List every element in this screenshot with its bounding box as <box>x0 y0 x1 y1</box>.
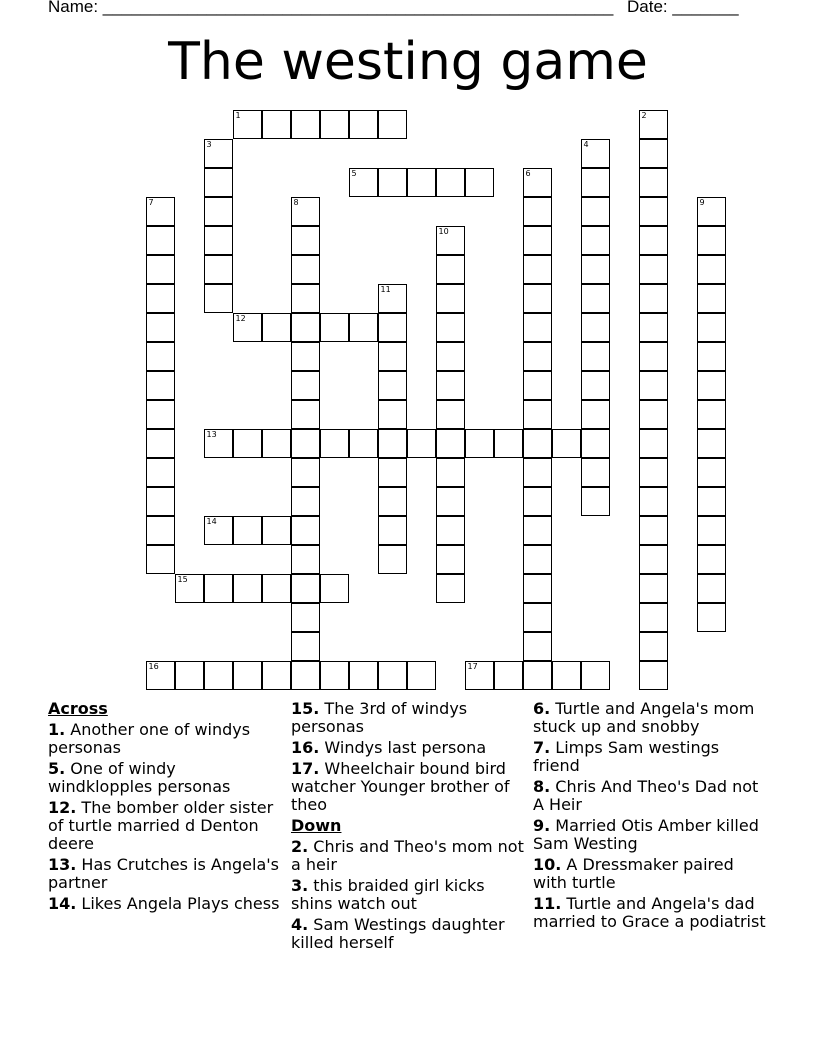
clue-number: 12 <box>235 313 246 323</box>
grid-cell[interactable] <box>697 255 726 284</box>
clue <box>533 739 769 775</box>
grid-cell[interactable] <box>523 313 552 342</box>
grid-cell[interactable] <box>204 139 233 168</box>
grid-cell[interactable] <box>697 284 726 313</box>
grid-cell[interactable] <box>639 226 668 255</box>
grid-cell[interactable] <box>146 429 175 458</box>
grid-cell[interactable] <box>349 313 378 342</box>
grid-cell[interactable] <box>291 545 320 574</box>
grid-cell[interactable] <box>639 632 668 661</box>
clue-number: 8 <box>293 197 299 207</box>
clue-text: Chris And Theo's Dad not A Heir <box>533 777 759 814</box>
clue-number: 9 <box>699 197 705 207</box>
grid-cell[interactable] <box>639 545 668 574</box>
grid-cell[interactable] <box>291 226 320 255</box>
grid-cell[interactable] <box>523 661 552 690</box>
grid-cell[interactable] <box>262 313 291 342</box>
clue-number-label: 3. <box>291 876 309 895</box>
clue <box>291 700 527 736</box>
grid-cell[interactable] <box>146 545 175 574</box>
grid-cell[interactable] <box>639 429 668 458</box>
grid-cell[interactable] <box>204 168 233 197</box>
clues-column-1 <box>48 700 284 916</box>
grid-cell[interactable] <box>378 545 407 574</box>
clue-number-label: 6. <box>533 699 551 718</box>
grid-cell[interactable] <box>436 371 465 400</box>
grid-cell[interactable] <box>378 661 407 690</box>
grid-cell[interactable] <box>349 110 378 139</box>
clue <box>291 838 527 874</box>
grid-cell[interactable] <box>581 313 610 342</box>
grid-cell[interactable] <box>523 284 552 313</box>
grid-cell[interactable] <box>581 168 610 197</box>
grid-cell[interactable] <box>233 110 262 139</box>
grid-cell[interactable] <box>291 255 320 284</box>
grid-cell[interactable] <box>697 458 726 487</box>
grid-cell[interactable] <box>523 545 552 574</box>
grid-cell[interactable] <box>291 342 320 371</box>
grid-cell[interactable] <box>146 661 175 690</box>
grid-cell[interactable] <box>494 429 523 458</box>
clue-number: 7 <box>148 197 154 207</box>
clue <box>291 916 527 952</box>
grid-cell[interactable] <box>581 226 610 255</box>
grid-cell[interactable] <box>523 632 552 661</box>
grid-cell[interactable] <box>436 342 465 371</box>
grid-cell[interactable] <box>146 255 175 284</box>
clue-text: Married Otis Amber killed Sam Westing <box>533 816 759 853</box>
grid-cell[interactable] <box>291 458 320 487</box>
grid-cell[interactable] <box>291 313 320 342</box>
grid-cell[interactable] <box>378 371 407 400</box>
grid-cell[interactable] <box>552 429 581 458</box>
clue-number-label: 14. <box>48 894 77 913</box>
clue-number: 10 <box>438 226 449 236</box>
clue-text: Turtle and Angela's mom stuck up and snobby <box>533 699 755 736</box>
clue-number: 6 <box>525 168 531 178</box>
clue-number-label: 8. <box>533 777 551 796</box>
grid-cell[interactable] <box>639 661 668 690</box>
grid-cell[interactable] <box>378 400 407 429</box>
grid-cell[interactable] <box>697 371 726 400</box>
grid-cell[interactable] <box>262 429 291 458</box>
grid-cell[interactable] <box>291 661 320 690</box>
grid-cell[interactable] <box>378 458 407 487</box>
grid-cell[interactable] <box>233 516 262 545</box>
grid-cell[interactable] <box>697 603 726 632</box>
grid-cell[interactable] <box>204 284 233 313</box>
clue-text: One of windy windklopples personas <box>48 759 231 796</box>
grid-cell[interactable] <box>146 458 175 487</box>
name-field-label: Name: ______________________________________________________ <box>48 0 614 16</box>
clue-text: Chris and Theo's mom not a heir <box>291 837 524 874</box>
grid-cell[interactable] <box>262 574 291 603</box>
grid-cell[interactable] <box>146 226 175 255</box>
grid-cell[interactable] <box>146 284 175 313</box>
clue-number: 16 <box>148 661 159 671</box>
grid-cell[interactable] <box>581 139 610 168</box>
clue-number: 3 <box>206 139 212 149</box>
grid-cell[interactable] <box>639 371 668 400</box>
clue <box>48 856 284 892</box>
clue-text: Has Crutches is Angela's partner <box>48 855 279 892</box>
grid-cell[interactable] <box>697 342 726 371</box>
date-field-label: Date: _______ <box>627 0 739 16</box>
grid-cell[interactable] <box>146 197 175 226</box>
grid-cell[interactable] <box>262 516 291 545</box>
grid-cell[interactable] <box>175 661 204 690</box>
clue-text: Windys last persona <box>319 738 487 757</box>
clues-column-3 <box>533 700 769 934</box>
grid-cell[interactable] <box>291 284 320 313</box>
grid-cell[interactable] <box>465 661 494 690</box>
grid-cell[interactable] <box>436 400 465 429</box>
clue-number-label: 9. <box>533 816 551 835</box>
grid-cell[interactable] <box>581 197 610 226</box>
clue-number-label: 7. <box>533 738 551 757</box>
grid-cell[interactable] <box>523 400 552 429</box>
clue-number-label: 17. <box>291 759 320 778</box>
grid-cell[interactable] <box>697 487 726 516</box>
grid-cell[interactable] <box>291 516 320 545</box>
clue-text: Wheelchair bound bird watcher Younger brother of theo <box>291 759 510 814</box>
clue-text: Sam Westings daughter killed herself <box>291 915 505 952</box>
clue <box>533 856 769 892</box>
grid-cell[interactable] <box>523 458 552 487</box>
grid-cell[interactable] <box>291 110 320 139</box>
grid-cell[interactable] <box>639 284 668 313</box>
grid-cell[interactable] <box>233 313 262 342</box>
grid-cell[interactable] <box>639 313 668 342</box>
grid-cell[interactable] <box>639 487 668 516</box>
grid-cell[interactable] <box>291 487 320 516</box>
clue <box>48 721 284 757</box>
grid-cell[interactable] <box>320 313 349 342</box>
clue-text: this braided girl kicks shins watch out <box>291 876 485 913</box>
grid-cell[interactable] <box>523 487 552 516</box>
grid-cell[interactable] <box>523 603 552 632</box>
grid-cell[interactable] <box>639 400 668 429</box>
clue <box>291 877 527 913</box>
clue-number: 4 <box>583 139 589 149</box>
grid-cell[interactable] <box>291 371 320 400</box>
grid-cell[interactable] <box>407 429 436 458</box>
grid-cell[interactable] <box>436 313 465 342</box>
grid-cell[interactable] <box>494 661 523 690</box>
grid-cell[interactable] <box>233 574 262 603</box>
clue-number: 5 <box>351 168 357 178</box>
grid-cell[interactable] <box>697 516 726 545</box>
grid-cell[interactable] <box>697 226 726 255</box>
grid-cell[interactable] <box>436 284 465 313</box>
grid-cell[interactable] <box>291 197 320 226</box>
grid-cell[interactable] <box>581 255 610 284</box>
clue-text: Turtle and Angela's dad married to Grace a podiatrist <box>533 894 766 931</box>
grid-cell[interactable] <box>436 458 465 487</box>
clue-number-label: 16. <box>291 738 320 757</box>
clue-text: The 3rd of windys personas <box>291 699 468 736</box>
grid-cell[interactable] <box>436 255 465 284</box>
grid-cell[interactable] <box>233 429 262 458</box>
grid-cell[interactable] <box>523 255 552 284</box>
clue-number-label: 15. <box>291 699 320 718</box>
grid-cell[interactable] <box>378 168 407 197</box>
grid-cell[interactable] <box>146 313 175 342</box>
grid-cell[interactable] <box>262 661 291 690</box>
grid-cell[interactable] <box>581 458 610 487</box>
clue <box>533 817 769 853</box>
clue-number: 11 <box>380 284 391 294</box>
grid-cell[interactable] <box>581 342 610 371</box>
grid-cell[interactable] <box>291 429 320 458</box>
grid-cell[interactable] <box>146 516 175 545</box>
clue <box>48 760 284 796</box>
grid-cell[interactable] <box>523 226 552 255</box>
grid-cell[interactable] <box>639 342 668 371</box>
clue-text: The bomber older sister of turtle married d Denton deere <box>48 798 274 853</box>
grid-cell[interactable] <box>552 661 581 690</box>
grid-cell[interactable] <box>523 429 552 458</box>
grid-cell[interactable] <box>436 545 465 574</box>
clue <box>48 895 284 913</box>
grid-cell[interactable] <box>639 197 668 226</box>
down-heading: Down <box>291 816 342 835</box>
grid-cell[interactable] <box>204 661 233 690</box>
grid-cell[interactable] <box>146 342 175 371</box>
clue-number-label: 12. <box>48 798 77 817</box>
clue <box>533 895 769 931</box>
grid-cell[interactable] <box>639 574 668 603</box>
grid-cell[interactable] <box>407 661 436 690</box>
grid-cell[interactable] <box>262 110 291 139</box>
clue-number: 15 <box>177 574 188 584</box>
grid-cell[interactable] <box>291 400 320 429</box>
grid-cell[interactable] <box>523 574 552 603</box>
grid-cell[interactable] <box>204 197 233 226</box>
clue-number-label: 4. <box>291 915 309 934</box>
grid-cell[interactable] <box>697 400 726 429</box>
grid-cell[interactable] <box>639 255 668 284</box>
grid-cell[interactable] <box>523 371 552 400</box>
grid-cell[interactable] <box>378 342 407 371</box>
grid-cell[interactable] <box>204 516 233 545</box>
grid-cell[interactable] <box>320 110 349 139</box>
clue-number-label: 2. <box>291 837 309 856</box>
grid-cell[interactable] <box>697 429 726 458</box>
grid-cell[interactable] <box>204 574 233 603</box>
grid-cell[interactable] <box>320 429 349 458</box>
grid-cell[interactable] <box>523 197 552 226</box>
grid-cell[interactable] <box>639 603 668 632</box>
grid-cell[interactable] <box>204 429 233 458</box>
grid-cell[interactable] <box>697 313 726 342</box>
grid-cell[interactable] <box>146 371 175 400</box>
clue-number: 17 <box>467 661 478 671</box>
clue-number-label: 5. <box>48 759 66 778</box>
grid-cell[interactable] <box>581 284 610 313</box>
grid-cell[interactable] <box>146 487 175 516</box>
grid-cell[interactable] <box>436 574 465 603</box>
grid-cell[interactable] <box>320 661 349 690</box>
grid-cell[interactable] <box>378 110 407 139</box>
grid-cell[interactable] <box>697 197 726 226</box>
grid-cell[interactable] <box>349 168 378 197</box>
clue-text: A Dressmaker paired with turtle <box>533 855 734 892</box>
grid-cell[interactable] <box>639 458 668 487</box>
page-title: The westing game <box>168 32 648 92</box>
grid-cell[interactable] <box>233 661 262 690</box>
grid-cell[interactable] <box>581 661 610 690</box>
grid-cell[interactable] <box>639 110 668 139</box>
grid-cell[interactable] <box>639 139 668 168</box>
across-heading: Across <box>48 699 108 718</box>
clue-text: Another one of windys personas <box>48 720 251 757</box>
grid-cell[interactable] <box>378 429 407 458</box>
clue <box>533 778 769 814</box>
grid-cell[interactable] <box>465 429 494 458</box>
grid-cell[interactable] <box>378 313 407 342</box>
clue-number: 2 <box>641 110 647 120</box>
grid-cell[interactable] <box>436 429 465 458</box>
grid-cell[interactable] <box>378 487 407 516</box>
clue-number: 13 <box>206 429 217 439</box>
grid-cell[interactable] <box>291 632 320 661</box>
grid-cell[interactable] <box>320 574 349 603</box>
clue-text: Likes Angela Plays chess <box>76 894 280 913</box>
grid-cell[interactable] <box>291 603 320 632</box>
grid-cell[interactable] <box>175 574 204 603</box>
clues-column-2 <box>291 700 527 955</box>
grid-cell[interactable] <box>697 574 726 603</box>
grid-cell[interactable] <box>523 168 552 197</box>
grid-cell[interactable] <box>465 168 494 197</box>
clue-number-label: 10. <box>533 855 562 874</box>
clue-number: 1 <box>235 110 241 120</box>
grid-cell[interactable] <box>581 371 610 400</box>
grid-cell[interactable] <box>436 168 465 197</box>
grid-cell[interactable] <box>204 255 233 284</box>
clue-number-label: 11. <box>533 894 562 913</box>
grid-cell[interactable] <box>378 516 407 545</box>
clue <box>291 760 527 814</box>
clue-number-label: 13. <box>48 855 77 874</box>
grid-cell[interactable] <box>407 168 436 197</box>
grid-cell[interactable] <box>523 516 552 545</box>
grid-cell[interactable] <box>204 226 233 255</box>
clue-text: Limps Sam westings friend <box>533 738 720 775</box>
grid-cell[interactable] <box>581 400 610 429</box>
grid-cell[interactable] <box>349 429 378 458</box>
grid-cell[interactable] <box>523 342 552 371</box>
clue-number: 14 <box>206 516 217 526</box>
grid-cell[interactable] <box>581 429 610 458</box>
grid-cell[interactable] <box>378 284 407 313</box>
grid-cell[interactable] <box>349 661 378 690</box>
grid-cell[interactable] <box>581 487 610 516</box>
clue-number-label: 1. <box>48 720 66 739</box>
grid-cell[interactable] <box>436 487 465 516</box>
grid-cell[interactable] <box>291 574 320 603</box>
clue <box>291 739 527 757</box>
clue <box>48 799 284 853</box>
grid-cell[interactable] <box>697 545 726 574</box>
grid-cell[interactable] <box>146 400 175 429</box>
grid-cell[interactable] <box>639 168 668 197</box>
grid-cell[interactable] <box>436 226 465 255</box>
clue <box>533 700 769 736</box>
grid-cell[interactable] <box>436 516 465 545</box>
grid-cell[interactable] <box>639 516 668 545</box>
